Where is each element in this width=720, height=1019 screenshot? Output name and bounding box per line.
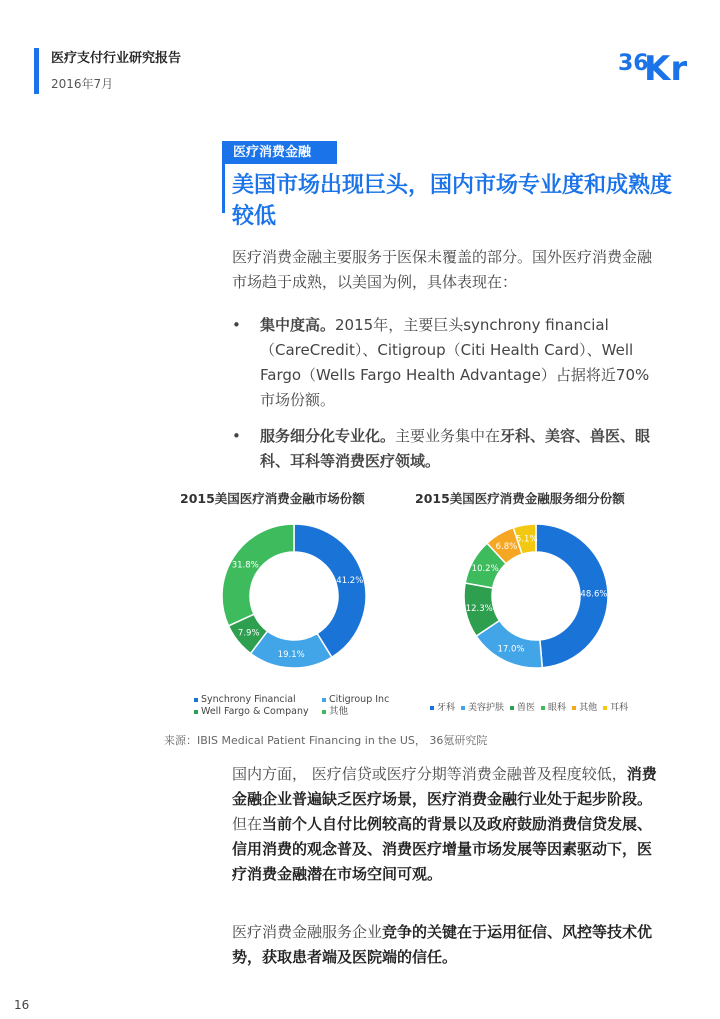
legend-label: Citigroup Inc xyxy=(329,694,390,705)
legend-label: Well Fargo & Company xyxy=(201,706,309,717)
legend-label: 美容护肤 xyxy=(468,703,505,713)
legend-swatch xyxy=(430,706,434,710)
donut-label-0-1: 19.1% xyxy=(277,649,305,660)
legend-item-0-2 xyxy=(194,706,322,718)
donut-chart-segment-share xyxy=(458,518,614,674)
report-date: 2016年7月 xyxy=(51,77,114,91)
svg-text:Kr: Kr xyxy=(644,49,688,84)
bullet-specialization xyxy=(232,424,664,474)
legend-swatch xyxy=(461,706,465,710)
donut-chart-market-share xyxy=(216,518,372,674)
legend-swatch xyxy=(572,706,576,710)
bullet-text: 主要业务集中在 xyxy=(395,427,501,445)
legend-label: 耳科 xyxy=(610,703,629,713)
legend-item-1-0 xyxy=(430,700,455,713)
bullet-dot: • xyxy=(232,427,241,445)
legend-market-share xyxy=(194,694,414,718)
legend-label: 其他 xyxy=(579,703,598,713)
legend-label: 兽医 xyxy=(517,703,536,713)
legend-swatch xyxy=(322,698,326,702)
legend-label: 牙科 xyxy=(437,703,456,713)
legend-label: 眼科 xyxy=(548,703,567,713)
donut-label-1-0: 48.6% xyxy=(580,589,608,600)
bullet-bold: 服务细分化专业化。 xyxy=(260,427,396,445)
bullet-text: 2015年，主要巨头synchrony financial（CareCredit）、Citigroup（Citi Health Card）、Well Fargo（Wells Fargo Health Advantage）占据将近70%市场份额。 xyxy=(260,316,650,409)
legend-segment-share xyxy=(430,700,634,713)
report-title: 医疗支付行业研究报告 xyxy=(51,51,182,66)
chart-title-segment-share: 2015美国医疗消费金融服务细分份额 xyxy=(415,491,625,506)
bullet-concentration xyxy=(232,313,664,413)
donut-label-0-2: 7.9% xyxy=(237,628,260,639)
legend-swatch xyxy=(322,710,326,714)
source-note: 来源：IBIS Medical Patient Financing in the US， 36氪研究院 xyxy=(164,734,488,747)
donut-label-1-4: 6.8% xyxy=(495,542,518,553)
bullet-dot: • xyxy=(232,316,241,334)
donut-label-1-3: 10.2% xyxy=(471,564,499,575)
bullet-bold: 集中度高。 xyxy=(260,316,336,334)
legend-item-0-3 xyxy=(322,706,402,718)
legend-item-1-5 xyxy=(603,700,628,713)
legend-swatch xyxy=(510,706,514,710)
header-accent-bar xyxy=(34,48,39,94)
donut-label-0-3: 31.8% xyxy=(231,560,259,571)
donut-slice-0-3 xyxy=(222,524,294,626)
legend-item-1-2 xyxy=(510,700,535,713)
donut-slice-0-0 xyxy=(294,524,366,657)
legend-label: Synchrony Financial xyxy=(201,694,296,705)
domestic-paragraph: 国内方面， 医疗信贷或医疗分期等消费金融普及程度较低，消费金融企业普遍缺乏医疗场景，医疗消费金融行业处于起步阶段。但在当前个人自付比例较高的背景以及政府鼓励消费信贷发展、信用消费的观念普及、消费医疗增量市场发展等因素驱动下，医疗消费金融潜在市场空间可观。 xyxy=(232,765,657,883)
legend-swatch xyxy=(194,698,198,702)
legend-label: 其他 xyxy=(329,706,349,717)
legend-item-1-1 xyxy=(461,700,504,713)
svg-text:36: 36 xyxy=(618,51,649,76)
legend-swatch xyxy=(603,706,607,710)
bullet-bold-tail: 牙科、美容、兽医、眼科、耳科等消费医疗领域。 xyxy=(260,427,651,470)
section-headline: 美国市场出现巨头，国内市场专业度和成熟度较低 xyxy=(232,173,673,229)
page-number: 16 xyxy=(14,998,30,1012)
section-tag: 医疗消费金融 xyxy=(225,141,337,164)
legend-swatch xyxy=(194,710,198,714)
donut-label-1-5: 5.1% xyxy=(515,534,538,545)
intro-paragraph: 医疗消费金融主要服务于医保未覆盖的部分。国外医疗消费金融市场趋于成熟，以美国为例，具体表现在： xyxy=(232,248,653,291)
competition-paragraph: 医疗消费金融服务企业竞争的关键在于运用征信、风控等技术优势，获取患者端及医院端的信任。 xyxy=(232,923,653,966)
chart-title-market-share: 2015美国医疗消费金融市场份额 xyxy=(180,491,365,506)
donut-label-0-0: 41.2% xyxy=(336,576,364,587)
legend-item-1-3 xyxy=(541,700,566,713)
legend-item-0-1 xyxy=(322,694,402,706)
legend-item-0-0 xyxy=(194,694,322,706)
legend-swatch xyxy=(541,706,545,710)
donut-label-1-1: 17.0% xyxy=(497,644,525,655)
donut-label-1-2: 12.3% xyxy=(465,603,493,614)
legend-item-1-4 xyxy=(572,700,597,713)
brand-logo xyxy=(618,44,694,84)
